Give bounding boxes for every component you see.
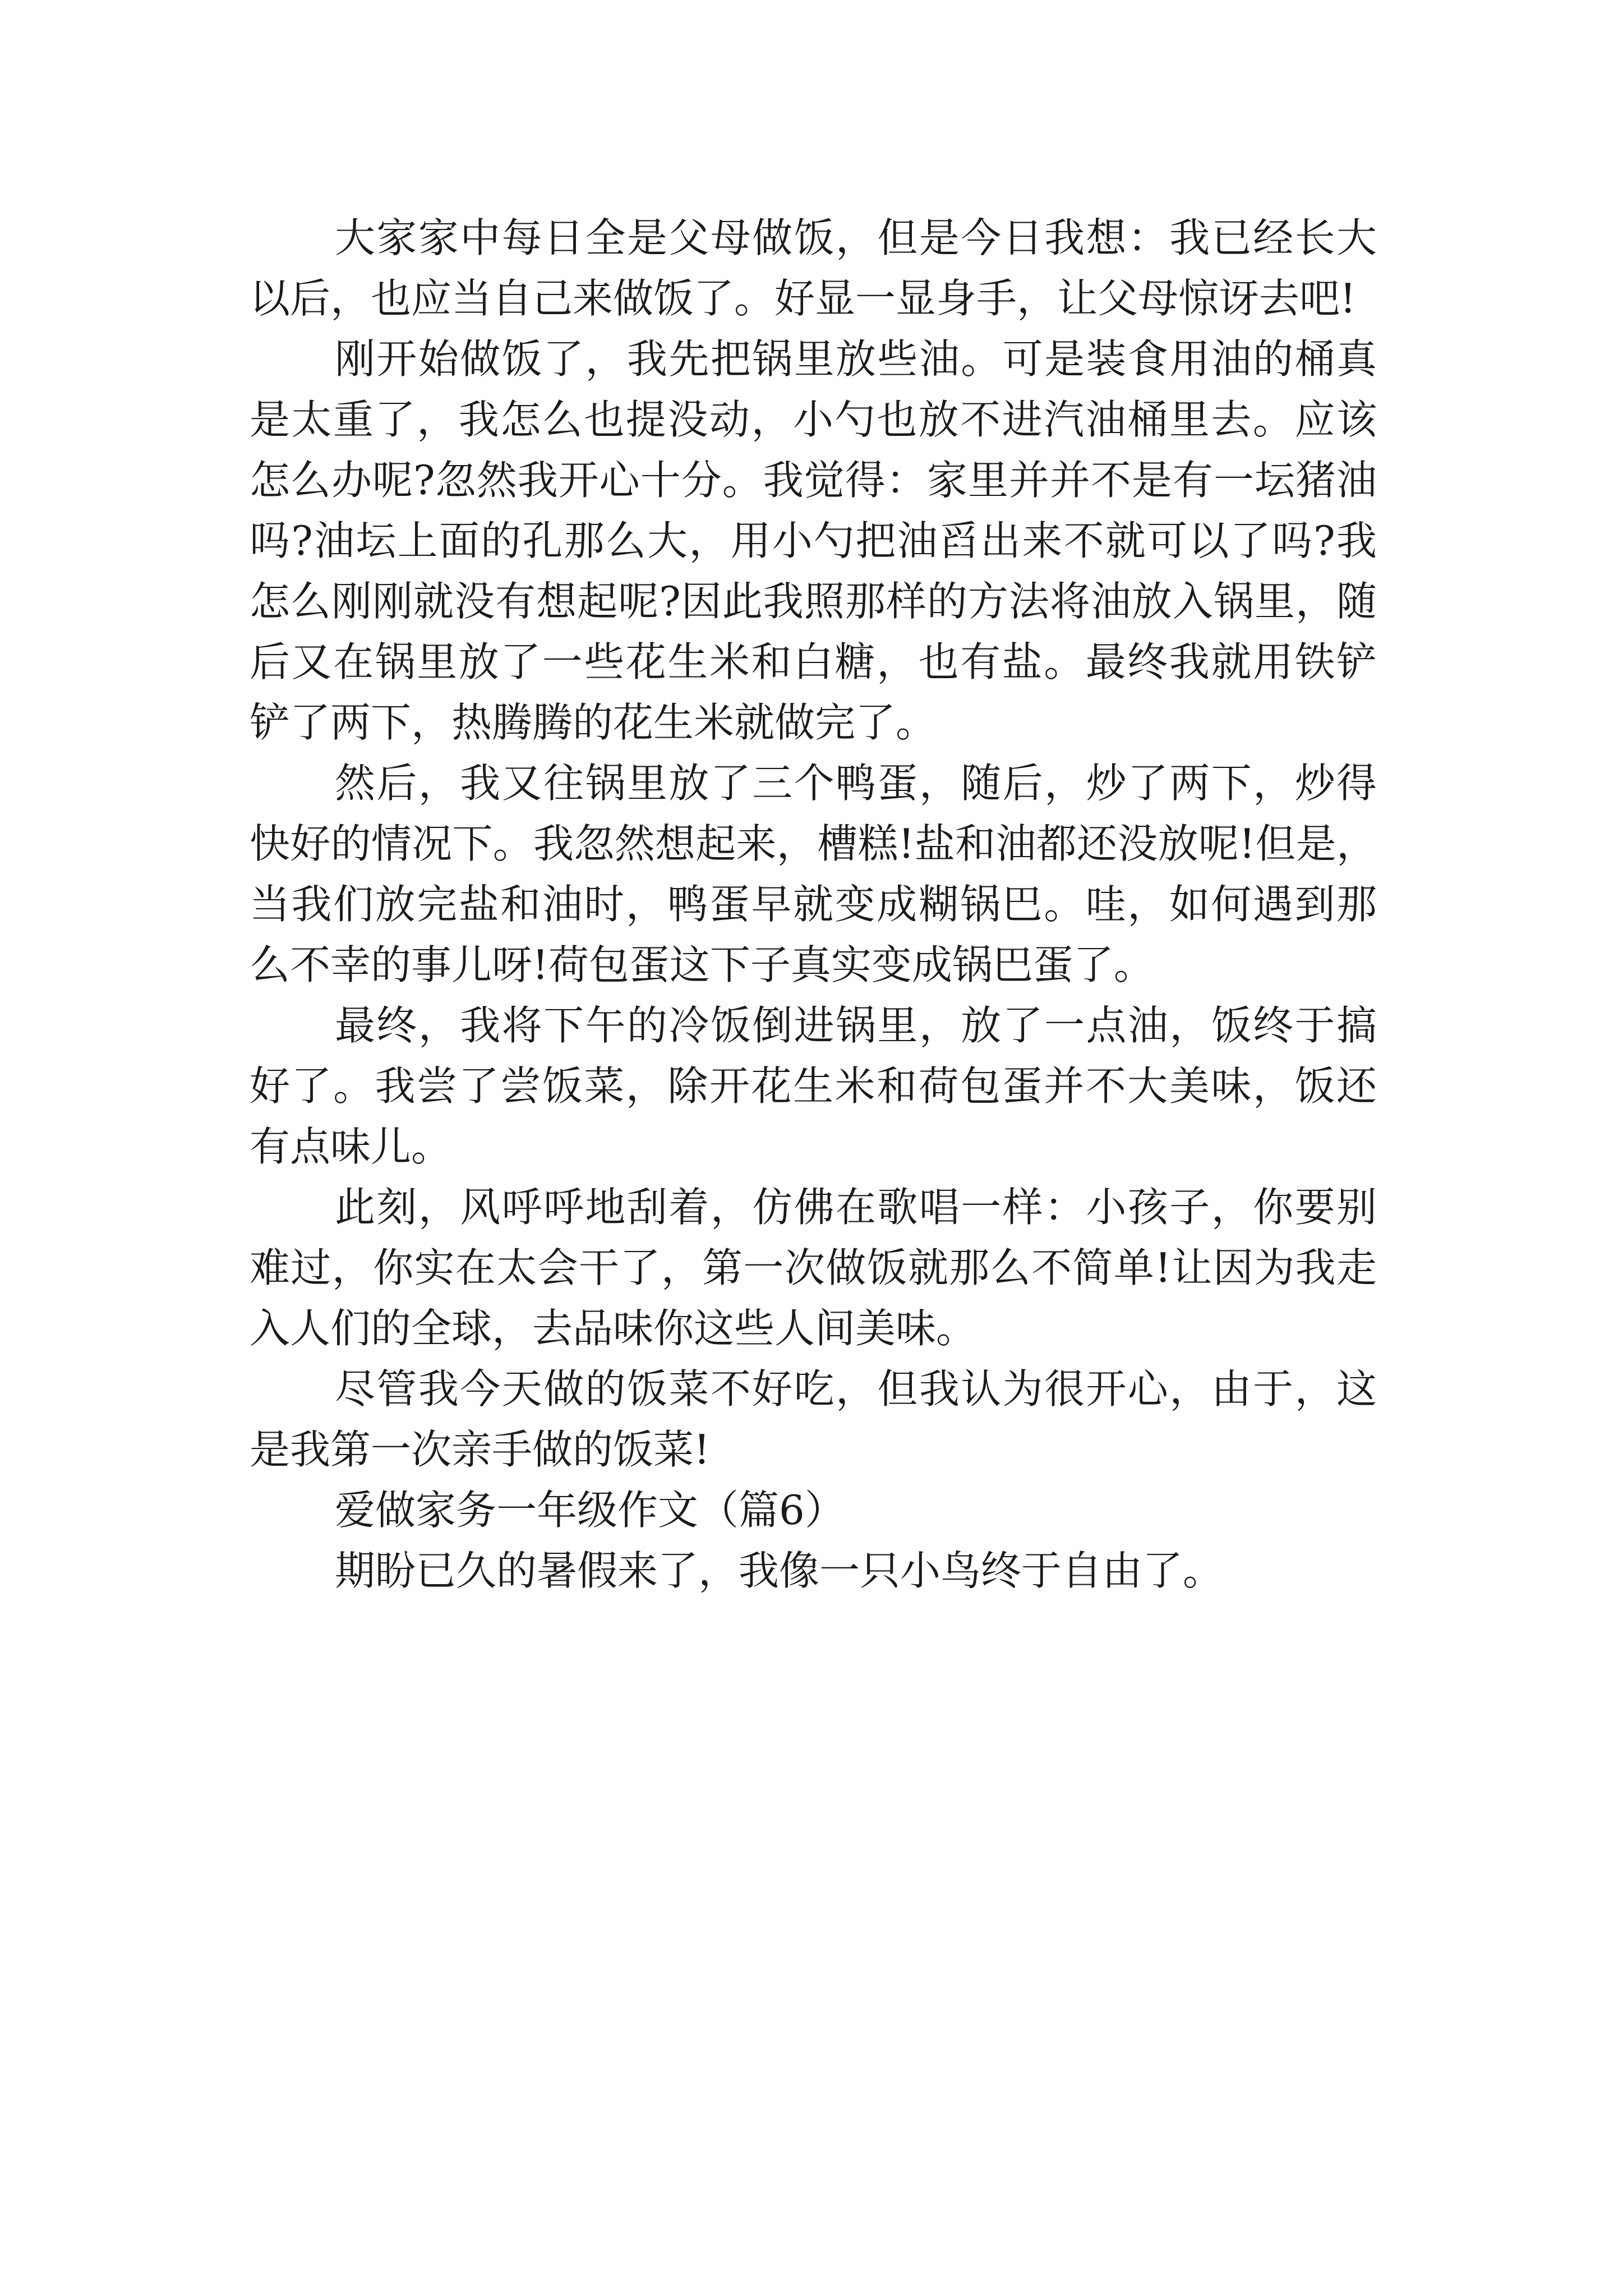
- closing-paragraph: 期盼已久的暑假来了，我像一只小鸟终于自由了。: [335, 1547, 1224, 1594]
- paragraph-4: 最终，我将下午的冷饭倒进锅里，放了一点油，饭终于搞好了。我尝了尝饭菜，除开花生米和荷包蛋并不大美味，饭还有点味儿。: [250, 1002, 1377, 1170]
- section-heading: 爱做家务一年级作文（篇6）: [335, 1487, 845, 1534]
- paragraph-1: 大家家中每日全是父母做饭，但是今日我想：我已经长大以后，也应当自己来做饭了。好显一显身手，让父母惊讶去吧!: [250, 214, 1377, 322]
- document-body: [250, 208, 1377, 1601]
- paragraph-5: 此刻，风呼呼地刮着，仿佛在歌唱一样：小孩子，你要别难过，你实在太会干了，第一次做饭就那么不简单!让因为我走入人们的全球，去品味你这些人间美味。: [250, 1184, 1377, 1352]
- paragraph-2: 刚开始做饭了，我先把锅里放些油。可是装食用油的桶真是太重了，我怎么也提没动，小勺也放不进汽油桶里去。应该怎么办呢?忽然我开心十分。我觉得：家里并并不是有一坛猪油吗?油坛上面的孔那么大，用小勺把油舀出来不就可以了吗?我怎么刚刚就没有想起呢?因此我照那样的方法将油放入锅里，随后又在锅里放了一些花生米和白糖，也有盐。最终我就用铁铲铲了两下，热腾腾的花生米就做完了。: [250, 335, 1377, 746]
- paragraph-3: 然后，我又往锅里放了三个鸭蛋，随后，炒了两下，炒得快好的情况下。我忽然想起来，槽糕!盐和油都还没放呢!但是，当我们放完盐和油时，鸭蛋早就变成糊锅巴。哇，如何遇到那么不幸的事儿呀!荷包蛋这下子真实变成锅巴蛋了。: [250, 760, 1377, 988]
- paragraph-6: 尽管我今天做的饭菜不好吃，但我认为很开心，由于，这是我第一次亲手做的饭菜!: [250, 1365, 1377, 1473]
